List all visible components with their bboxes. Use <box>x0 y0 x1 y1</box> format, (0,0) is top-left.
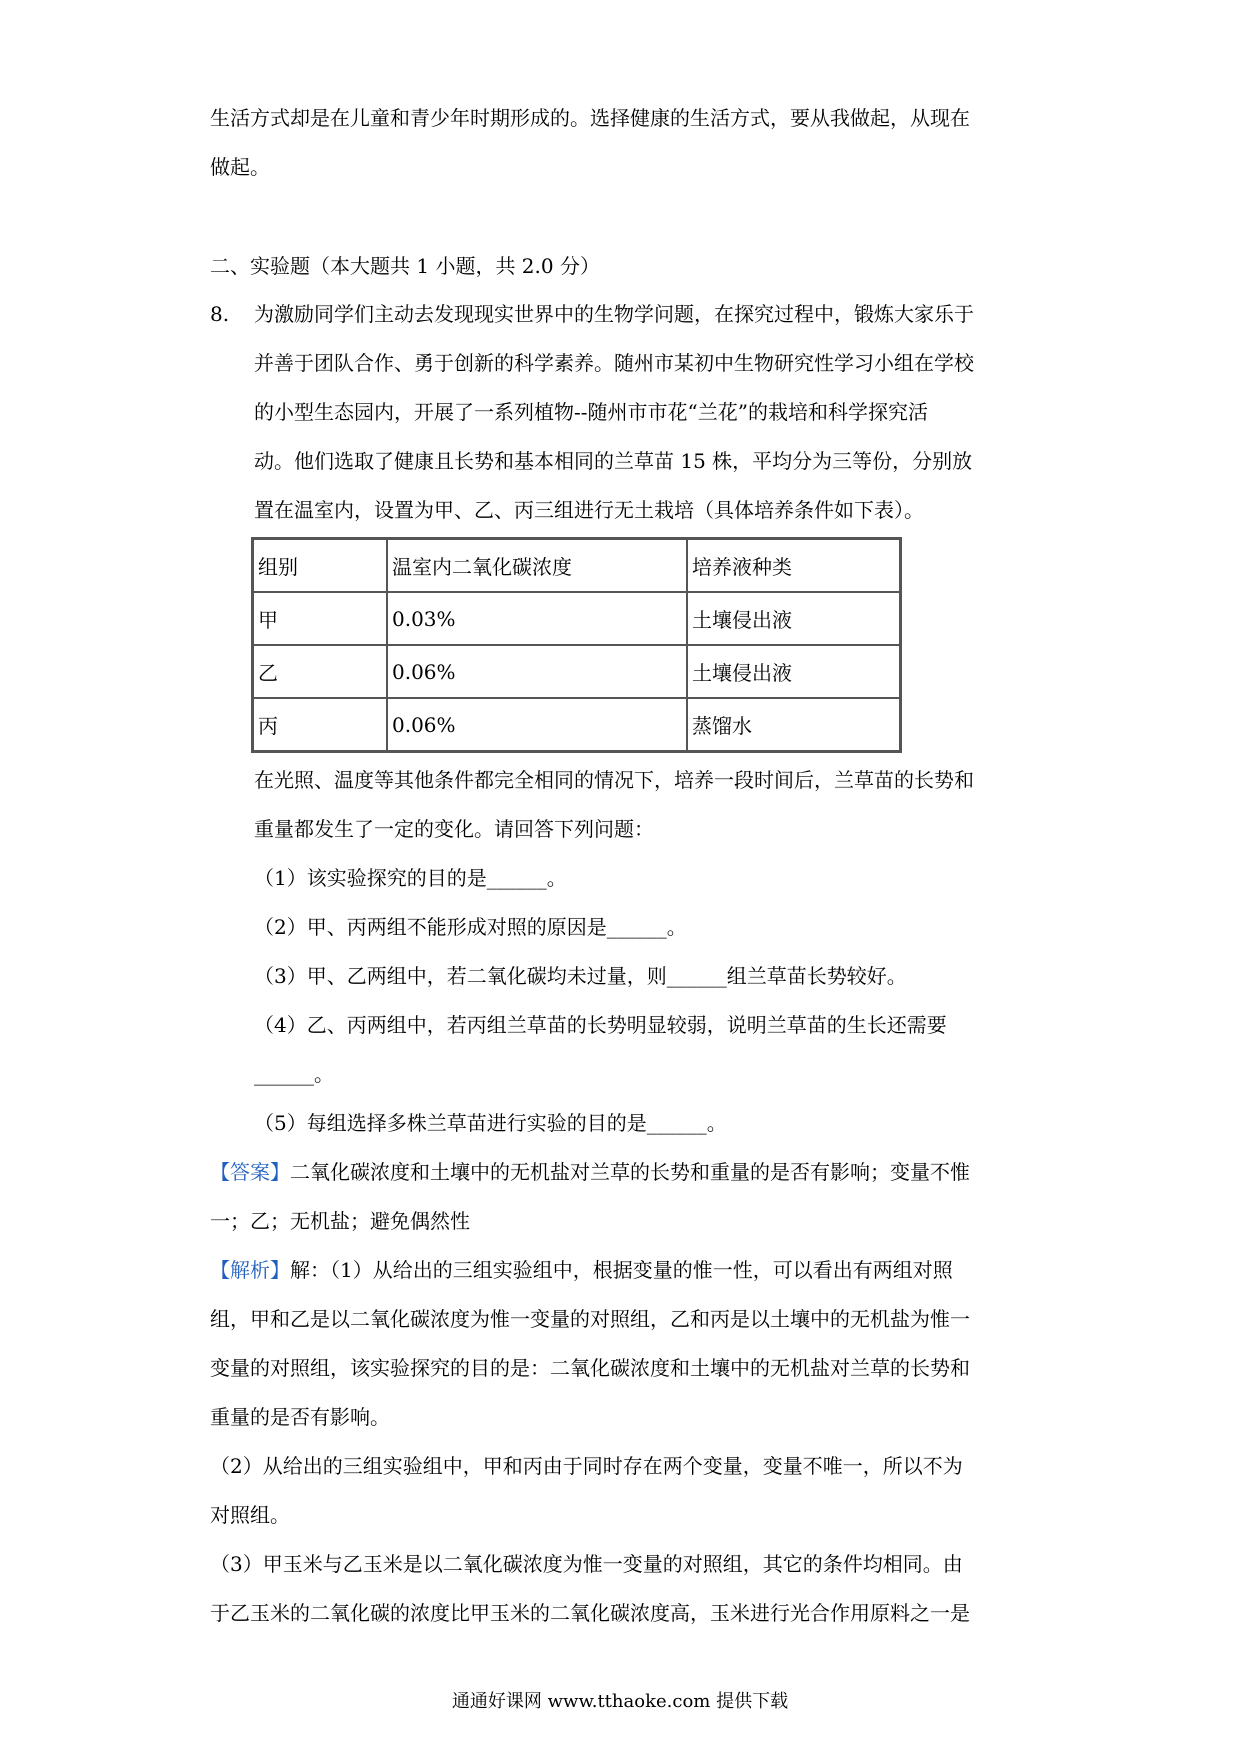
after-table-line: 在光照、温度等其他条件都完全相同的情况下，培养一段时间后，兰草苗的长势和 <box>254 768 974 792</box>
table-header-cell: 组别 <box>253 539 388 593</box>
table-cell: 土壤侵出液 <box>687 645 901 698</box>
table-cell: 蒸馏水 <box>687 698 901 752</box>
section-heading: 二、实验题（本大题共 1 小题，共 2.0 分） <box>210 254 600 278</box>
table-row <box>253 645 901 698</box>
intro-line-2: 做起。 <box>210 155 270 179</box>
analysis-line: 重量的是否有影响。 <box>210 1405 390 1429</box>
table-header-cell: 温室内二氧化碳浓度 <box>387 539 687 593</box>
table-header-cell: 培养液种类 <box>687 539 901 593</box>
table-cell: 丙 <box>253 698 388 752</box>
answer-text: 二氧化碳浓度和土壤中的无机盐对兰草的长势和重量的是否有影响；变量不惟 <box>290 1160 970 1184</box>
analysis-line: （3）甲玉米与乙玉米是以二氧化碳浓度为惟一变量的对照组，其它的条件均相同。由 <box>210 1552 963 1576</box>
analysis-line: 于乙玉米的二氧化碳的浓度比甲玉米的二氧化碳浓度高，玉米进行光合作用原料之一是 <box>210 1601 970 1625</box>
table-cell: 乙 <box>253 645 388 698</box>
question-stem-line: 为激励同学们主动去发现现实世界中的生物学问题，在探究过程中，锻炼大家乐于 <box>254 302 974 326</box>
subquestion-2: （2）甲、丙两组不能形成对照的原因是______。 <box>254 915 687 939</box>
answer-tag: 【答案】 <box>210 1160 290 1184</box>
table-cell: 0.03% <box>387 592 687 645</box>
answer-line-1 <box>210 1157 970 1187</box>
page-footer: 通通好课网 www.tthaoke.com 提供下载 <box>451 1691 789 1712</box>
subquestion-5: （5）每组选择多株兰草苗进行实验的目的是______。 <box>254 1111 727 1135</box>
subquestion-3: （3）甲、乙两组中，若二氧化碳均未过量，则______组兰草苗长势较好。 <box>254 964 907 988</box>
analysis-line: 对照组。 <box>210 1503 290 1527</box>
answer-line-2: 一；乙；无机盐；避免偶然性 <box>210 1209 470 1233</box>
analysis-line-1 <box>210 1255 953 1285</box>
analysis-line: （2）从给出的三组实验组中，甲和丙由于同时存在两个变量，变量不唯一，所以不为 <box>210 1454 963 1478</box>
subquestion-4-blank: ______。 <box>254 1062 334 1086</box>
analysis-line: 变量的对照组，该实验探究的目的是：二氧化碳浓度和土壤中的无机盐对兰草的长势和 <box>210 1356 970 1380</box>
question-number: 8. <box>210 302 230 326</box>
table-row <box>253 592 901 645</box>
analysis-line: 组，甲和乙是以二氧化碳浓度为惟一变量的对照组，乙和丙是以土壤中的无机盐为惟一 <box>210 1307 970 1331</box>
table-cell: 0.06% <box>387 698 687 752</box>
question-stem-line: 置在温室内，设置为甲、乙、丙三组进行无土栽培（具体培养条件如下表）。 <box>254 498 924 522</box>
culture-conditions-table <box>251 537 902 753</box>
table-row <box>253 698 901 752</box>
subquestion-1: （1）该实验探究的目的是______。 <box>254 866 567 890</box>
question-stem-line: 的小型生态园内，开展了一系列植物--随州市市花“兰花”的栽培和科学探究活 <box>254 400 928 424</box>
after-table-line: 重量都发生了一定的变化。请回答下列问题： <box>254 817 654 841</box>
table-cell: 土壤侵出液 <box>687 592 901 645</box>
subquestion-4: （4）乙、丙两组中，若丙组兰草苗的长势明显较弱，说明兰草苗的生长还需要 <box>254 1013 947 1037</box>
question-stem-line: 并善于团队合作、勇于创新的科学素养。随州市某初中生物研究性学习小组在学校 <box>254 351 974 375</box>
analysis-text: 解：（1）从给出的三组实验组中，根据变量的惟一性，可以看出有两组对照 <box>290 1258 953 1282</box>
intro-line-1: 生活方式却是在儿童和青少年时期形成的。选择健康的生活方式，要从我做起，从现在 <box>210 106 970 130</box>
question-stem-line: 动。他们选取了健康且长势和基本相同的兰草苗 15 株，平均分为三等份，分别放 <box>254 449 973 473</box>
table-cell: 甲 <box>253 592 388 645</box>
analysis-tag: 【解析】 <box>210 1258 290 1282</box>
table-header-row <box>253 539 901 593</box>
table-cell: 0.06% <box>387 645 687 698</box>
